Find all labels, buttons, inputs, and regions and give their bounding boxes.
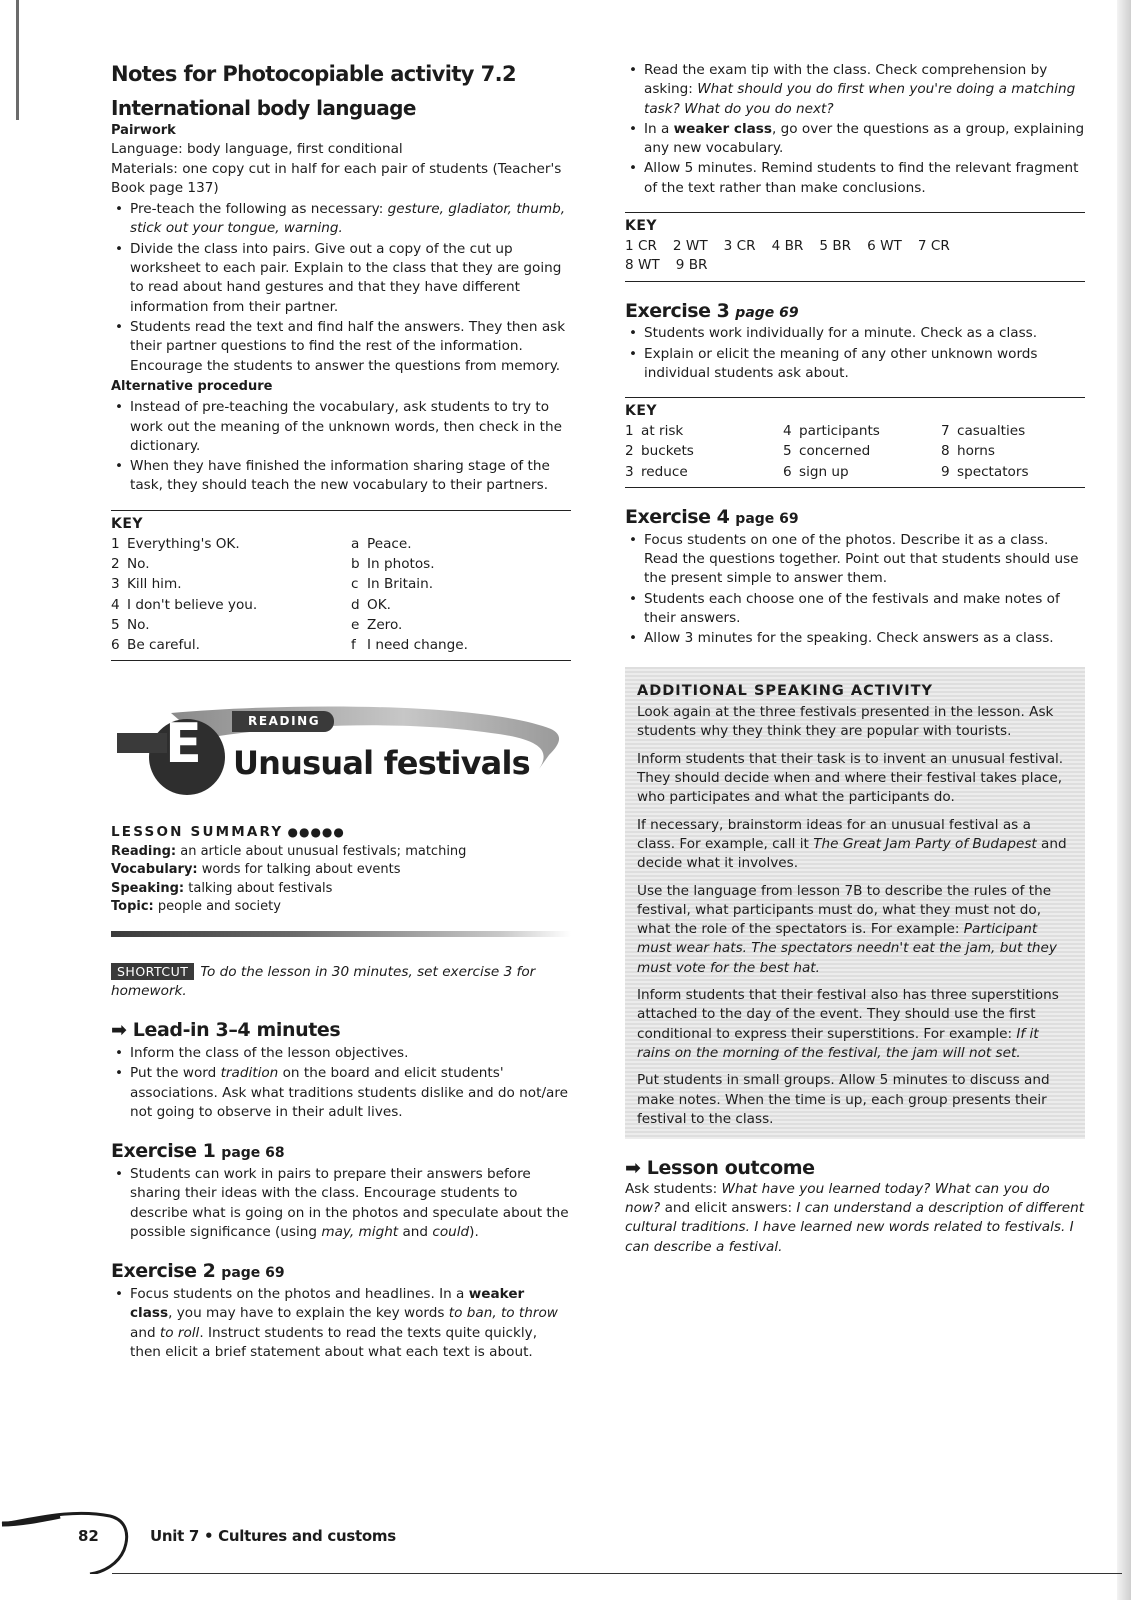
notes-subtitle: International body language [111, 95, 416, 120]
key-item: d OK. [351, 596, 391, 613]
reading-tag: READING [232, 711, 334, 732]
key-item: 6 WT [867, 237, 902, 254]
list-item: • Focus students on the photos and headlines. In a weaker class, you may have to explain the key words to ban, to throw and to roll. Instruct students to read the texts quite quickly, then elicit a brief statement about what each text is about. [111, 1285, 571, 1362]
lesson-title: Unusual festivals [233, 744, 530, 783]
list-item: • Allow 5 minutes. Remind students to find the relevant fragment of the text rather than make conclusions. [625, 159, 1085, 198]
key-item: 2 buckets [625, 443, 694, 460]
key-box-3 [625, 397, 1085, 488]
key-item: 7 casualties [941, 423, 1026, 440]
key-box-1 [111, 510, 571, 662]
exercise-2-heading: Exercise 2 page 69 [111, 1260, 285, 1283]
key-item: 4 BR [771, 237, 804, 254]
alt-bullets [111, 398, 571, 495]
list-item: • Students read the text and find half the answers. They then ask their partner questions to find the rest of the information. Encourage the students to answer the questions from memory. [111, 318, 571, 376]
activity-paragraph: Look again at the three festivals presented in the lesson. Ask students why they think they are popular with tourists. [637, 704, 1054, 740]
key-item: 4 participants [783, 423, 880, 440]
key-grid [111, 535, 571, 656]
unit-label: Unit 7 • Cultures and customs [150, 1527, 396, 1545]
activity-paragraph: Inform students that their festival also has three superstitions attached to the day of the event. They should use the first conditional to express their superstitions. For example: If it rains on the morning of the festival, the jam will not set. [637, 987, 1059, 1061]
footer-rule [112, 1573, 1122, 1574]
shortcut-text: To do the lesson in 30 minutes, set exercise 3 for homework. [111, 963, 536, 999]
list-item: • Put the word tradition on the board and elicit students' associations. Ask what traditions students dislike and do not/are not going to observe in their adult lives. [111, 1064, 571, 1122]
key-item: b In photos. [351, 555, 435, 572]
list-item: • Students work individually for a minute. Check as a class. [625, 324, 1085, 343]
page-footer [0, 1494, 1131, 1574]
key-item: 1 CR [625, 237, 657, 254]
language-line: Language: body language, first conditional [111, 141, 403, 158]
arrow-right-icon: ➡ [625, 1157, 647, 1180]
key-item: 5 No. [111, 616, 150, 633]
summary-vocabulary: Vocabulary: words for talking about events [111, 862, 401, 878]
notes-bullets [111, 200, 571, 376]
materials-line: Materials: one copy cut in half for each pair of students (Teacher's Book page 137) [111, 160, 562, 196]
key-item: 8 WT [625, 257, 660, 274]
key-item: 2 WT [672, 237, 708, 254]
list-item: • Explain or elicit the meaning of any other unknown words individual students ask about. [625, 345, 1085, 384]
difficulty-dots: ●●●●● [287, 825, 345, 840]
key-item: 6 Be careful. [111, 637, 200, 654]
summary-heading: LESSON SUMMARY [111, 824, 284, 841]
key-heading: KEY [111, 515, 144, 532]
shortcut-note [111, 963, 571, 1002]
exercise-1-bullets [111, 1165, 571, 1242]
list-item: • When they have finished the information sharing stage of the task, they should teach the new vocabulary to their partners. [111, 457, 571, 496]
additional-activity-box [625, 667, 1085, 1140]
key-item: 1 Everything's OK. [111, 535, 240, 552]
activity-heading: ADDITIONAL SPEAKING ACTIVITY [637, 682, 934, 699]
activity-paragraph: Inform students that their task is to invent an unusual festival. They should decide when and where their festival takes place, who participates and what the participants do. [637, 750, 1064, 806]
key-item: 3 Kill him. [111, 576, 182, 593]
lesson-banner [111, 699, 571, 803]
exercise-4-heading: Exercise 4 page 69 [625, 506, 799, 528]
key-item: 3 reduce [625, 463, 688, 480]
list-item: • In a weaker class, go over the questions as a group, explaining any new vocabulary. [625, 120, 1085, 159]
leadin-bullets [111, 1044, 571, 1122]
key-item: e Zero. [351, 616, 403, 633]
key-heading: KEY [625, 218, 658, 235]
page-number: 82 [78, 1527, 99, 1545]
left-column [111, 52, 571, 1363]
key-item: 8 horns [941, 443, 995, 460]
exercise-4-bullets [625, 531, 1085, 649]
list-item: • Divide the class into pairs. Give out a copy of the cut up worksheet to each pair. Explain to the class that they are going to read about hand gestures and that they have different information from their partner. [111, 240, 571, 317]
key-item: a Peace. [351, 535, 412, 552]
list-item: • Pre-teach the following as necessary: gesture, gladiator, thumb, stick out your tongue, warning. [111, 200, 571, 239]
key-heading: KEY [625, 403, 658, 420]
key-line [625, 237, 1085, 256]
alt-procedure-title: Alternative procedure [111, 378, 273, 394]
outcome-text: Ask students: What have you learned today? What can you do now? and elicit answers: I can understand a description of different cultural traditions. I have learned new words related to festivals. I can describe a festival. [625, 1180, 1085, 1255]
list-item: • Focus students on one of the photos. Describe it as a class. Read the questions together. Point out that students should use the present simple to answer them. [625, 531, 1085, 589]
leadin-heading: ➡ Lead-in 3–4 minutes [111, 1019, 341, 1042]
exercise-3-bullets [625, 324, 1085, 383]
activity-paragraph: Use the language from lesson 7B to describe the rules of the festival, what participants must do, what they must not do, what the role of the spectators is. For example: Participant must wear hats. The spectators needn't eat the jam, but they must vote for the best hat. [637, 882, 1057, 976]
mode-label: Pairwork [111, 122, 176, 138]
exercise-1-heading: Exercise 1 page 68 [111, 1140, 285, 1163]
arrow-right-icon: ➡ [111, 1019, 133, 1042]
outcome-heading: ➡ Lesson outcome [625, 1157, 815, 1180]
key-grid [625, 422, 1085, 482]
shortcut-label: SHORTCUT [111, 963, 194, 980]
key-line [625, 256, 1085, 275]
notes-title: Notes for Photocopiable activity 7.2 [111, 62, 517, 86]
exercise-2-continued-bullets [625, 61, 1085, 198]
key-item: f I need change. [351, 637, 468, 654]
exercise-2-bullets [111, 1285, 571, 1362]
key-item: 9 spectators [941, 463, 1029, 480]
summary-speaking: Speaking: talking about festivals [111, 880, 333, 896]
unit-letter: E [165, 712, 202, 776]
exercise-3-heading: Exercise 3 page 69 [625, 299, 799, 322]
key-item: 6 sign up [783, 463, 849, 480]
list-item: • Students can work in pairs to prepare their answers before sharing their ideas with the class. Encourage students to describe what is going on in the photos and speculate about the possible significance (using may, might and could). [111, 1165, 571, 1242]
activity-paragraph: If necessary, brainstorm ideas for an unusual festival as a class. For example, call it The Great Jam Party of Budapest and decide what it involves. [637, 816, 1067, 872]
key-item: 3 CR [723, 237, 756, 254]
activity-paragraph: Put students in small groups. Allow 5 minutes to discuss and make notes. When the time is up, each group presents their festival to the class. [637, 1072, 1050, 1127]
key-item: 4 I don't believe you. [111, 596, 258, 613]
list-item: • Allow 3 minutes for the speaking. Check answers as a class. [625, 629, 1085, 648]
binding-edge [16, 0, 19, 120]
lesson-summary [111, 823, 571, 936]
page-edge-shadow [1117, 0, 1131, 1600]
summary-divider [111, 931, 571, 937]
list-item: • Instead of pre-teaching the vocabulary, ask students to try to work out the meaning of the unknown words, then check in the dictionary. [111, 398, 571, 456]
key-item: 5 BR [819, 237, 852, 254]
key-item: 5 concerned [783, 443, 871, 460]
key-item: c In Britain. [351, 576, 434, 593]
list-item: • Inform the class of the lesson objectives. [111, 1044, 571, 1063]
key-box-2 [625, 212, 1085, 281]
key-item: 7 CR [917, 237, 950, 254]
key-item: 1 at risk [625, 423, 684, 440]
right-column [625, 60, 1085, 1257]
list-item: • Students each choose one of the festivals and make notes of their answers. [625, 590, 1085, 629]
summary-topic: Topic: people and society [111, 899, 281, 915]
key-item: 2 No. [111, 555, 150, 572]
summary-reading: Reading: an article about unusual festivals; matching [111, 843, 467, 859]
list-item: • Read the exam tip with the class. Check comprehension by asking: What should you do first when you're doing a matching task? What do you do next? [625, 61, 1085, 119]
key-item: 9 BR [675, 257, 708, 274]
